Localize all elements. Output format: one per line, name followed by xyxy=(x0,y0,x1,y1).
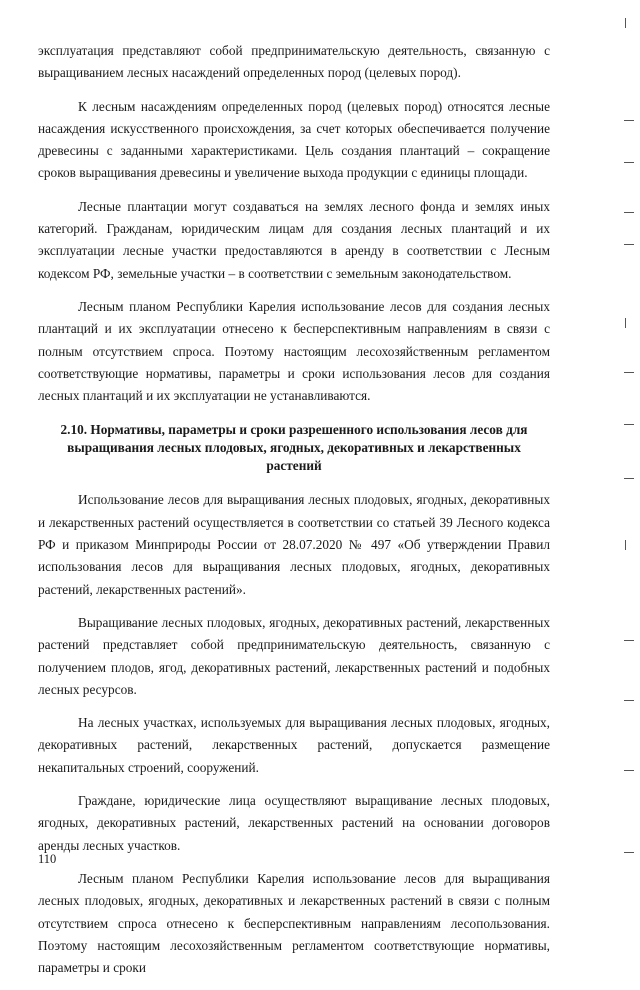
scan-mark xyxy=(624,120,634,121)
paragraph-continuation: эксплуатация представляют собой предпринимательскую деятельность, связанную с выращиванием лесных насаждений определенных пород (целевых пород). xyxy=(38,43,550,81)
scan-mark xyxy=(624,700,634,701)
paragraph: На лесных участках, используемых для выращивания лесных плодовых, ягодных, декоративных растений, лекарственных растений, допускается размещение некапитальных строений, сооружений. xyxy=(38,715,550,775)
scan-mark xyxy=(625,318,626,328)
paragraph: К лесным насаждениям определенных пород (целевых пород) относятся лесные насаждения искусственного происхождения, за счет которых обеспечивается получение древесины с заданными характеристиками. Цель создания плантаций – сокращение сроков выращивания древесины и увеличение выхода продукции с единицы площади. xyxy=(38,98,550,181)
scan-mark xyxy=(624,162,634,163)
scan-mark xyxy=(624,372,634,373)
scan-mark xyxy=(624,770,634,771)
document-body xyxy=(38,40,550,990)
paragraph: Выращивание лесных плодовых, ягодных, декоративных растений, лекарственных растений представляет собой предпринимательскую деятельность, связанную с получением плодов, ягод, декоративных растений, лекарственных растений и подобных лесных ресурсов. xyxy=(38,614,550,697)
scan-mark xyxy=(624,244,634,245)
section-heading: 2.10. Нормативы, параметры и сроки разрешенного использования лесов для выращивания лесных плодовых, ягодных, декоративных и лекарственных растений xyxy=(60,422,528,474)
paragraph: Граждане, юридические лица осуществляют выращивание лесных плодовых, ягодных, декоративных растений, лекарственных растений на основании договоров аренды лесных участков. xyxy=(38,793,550,853)
scan-mark xyxy=(624,640,634,641)
scan-mark xyxy=(624,852,634,853)
scan-mark xyxy=(624,212,634,213)
scan-mark xyxy=(625,540,626,550)
page-number: 110 xyxy=(38,852,57,866)
scan-mark xyxy=(625,18,626,28)
paragraph: Использование лесов для выращивания лесных плодовых, ягодных, декоративных и лекарственных растений осуществляется в соответствии со статьей 39 Лесного кодекса РФ и приказом Минприроды России от 28.07.2020 № 497 «Об утверждении Правил использования лесов для выращивания лесных плодовых, ягодных, декоративных растений, лекарственных растений». xyxy=(38,492,550,597)
paragraph: Лесные плантации могут создаваться на землях лесного фонда и землях иных категорий. Гражданам, юридическим лицам для создания лесных плантаций и их эксплуатации лесные участки предоставляются в аренду в соответствии с Лесным кодексом РФ, земельные участки – в соответствии с земельным законодательством. xyxy=(38,198,550,281)
scan-edge-marks xyxy=(610,0,640,905)
paragraph: Лесным планом Республики Карелия использование лесов для выращивания лесных плодовых, ягодных, декоративных и лекарственных растений в связи с полным отсутствием спроса отнесено к бесперспективным направлениям лесопользования. Поэтому настоящим лесохозяйственным регламентом соответствующие нормативы, параметры и сроки xyxy=(38,870,550,976)
paragraph: Лесным планом Республики Карелия использование лесов для создания лесных плантаций и их эксплуатации отнесено к бесперспективным направлениям в связи с полным отсутствием спроса. Поэтому настоящим лесохозяйственным регламентом соответствующие нормативы, параметры и сроки использования лесов для создания лесных плантаций и их эксплуатации не устанавливаются. xyxy=(38,298,550,404)
scan-mark xyxy=(624,478,634,479)
scan-mark xyxy=(624,424,634,425)
